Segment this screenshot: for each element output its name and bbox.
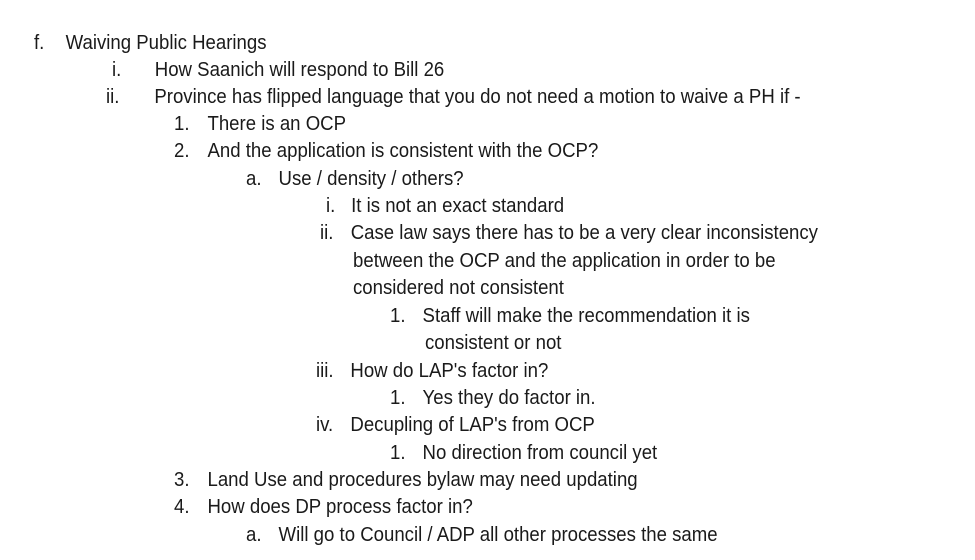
outline-text: Will go to Council / ADP all other processes the same: [278, 524, 718, 546]
outline-text: Staff will make the recommendation it is: [422, 305, 750, 327]
outline-marker: 1.: [390, 387, 406, 409]
outline-marker: 4.: [174, 496, 190, 518]
outline-marker: 3.: [174, 469, 190, 491]
outline-text: There is an OCP: [207, 113, 347, 135]
outline-text: Yes they do factor in.: [422, 387, 596, 409]
outline-text: Land Use and procedures bylaw may need updating: [207, 469, 638, 491]
outline-marker: i.: [326, 195, 336, 217]
outline-marker: 1.: [174, 113, 190, 135]
outline-text: between the OCP and the application in order to be: [353, 250, 776, 272]
outline-text: How Saanich will respond to Bill 26: [154, 59, 445, 81]
outline-text: No direction from council yet: [422, 442, 658, 464]
outline-text: Decupling of LAP's from OCP: [350, 414, 595, 436]
outline-marker: i.: [112, 59, 122, 81]
outline-text: Case law says there has to be a very clear inconsistency: [350, 222, 818, 244]
outline-text: consistent or not: [425, 332, 562, 354]
outline-text: Waiving Public Hearings: [65, 32, 267, 54]
outline-marker: ii.: [106, 86, 120, 108]
outline-marker: 1.: [390, 442, 406, 464]
outline-marker: a.: [246, 168, 262, 190]
outline-text: It is not an exact standard: [351, 195, 565, 217]
outline-marker: ii.: [320, 222, 334, 244]
outline-marker: 1.: [390, 305, 406, 327]
outline-text: And the application is consistent with the OCP?: [207, 140, 599, 162]
outline-marker: a.: [246, 524, 262, 546]
outline-text: How does DP process factor in?: [207, 496, 473, 518]
outline-marker: iii.: [316, 360, 334, 382]
outline-marker: iv.: [316, 414, 334, 436]
outline-text: Province has flipped language that you do not need a motion to waive a PH if -: [154, 86, 801, 108]
outline-text: considered not consistent: [353, 277, 564, 299]
outline-text: Use / density / others?: [278, 168, 464, 190]
outline-marker: f.: [34, 32, 45, 54]
outline-text: How do LAP's factor in?: [350, 360, 549, 382]
outline-marker: 2.: [174, 140, 190, 162]
